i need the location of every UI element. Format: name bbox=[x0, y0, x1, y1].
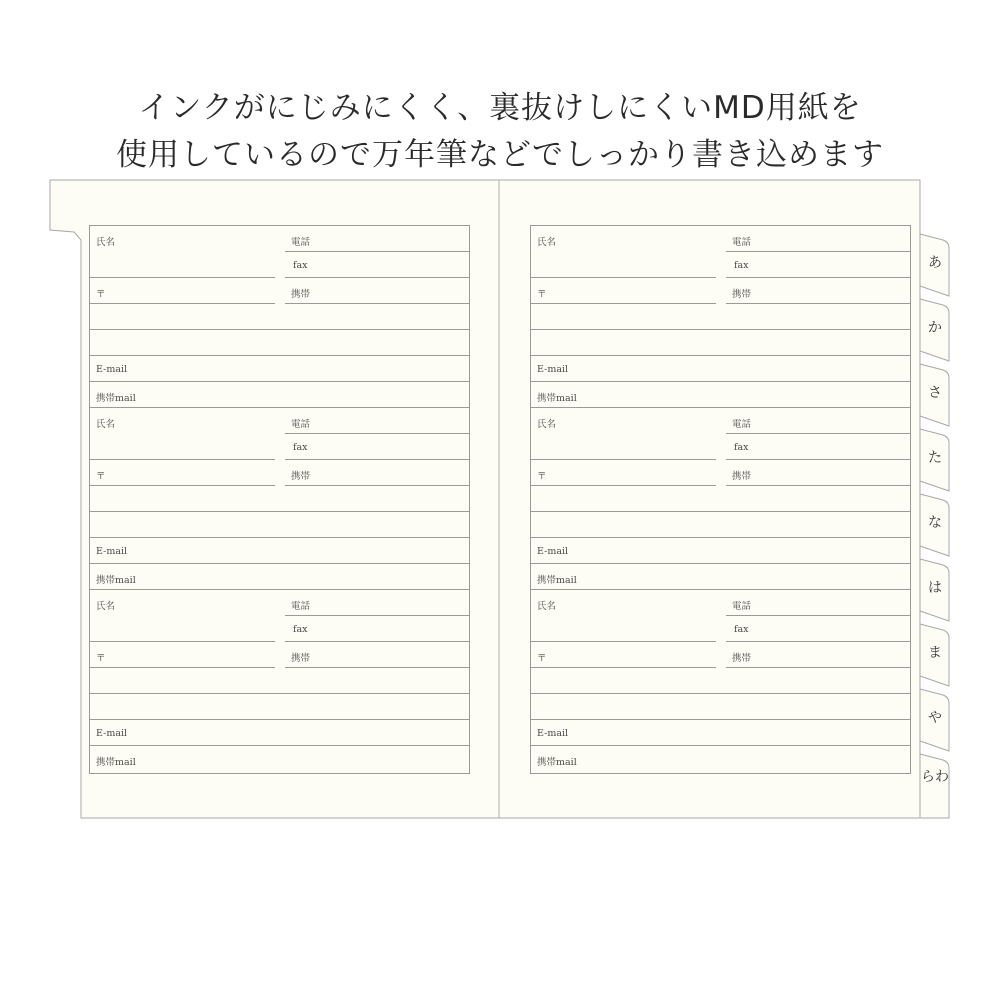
address-line-2[interactable] bbox=[531, 512, 911, 538]
address-line-1[interactable] bbox=[531, 668, 911, 694]
phone-label: 電話 bbox=[732, 601, 752, 612]
mobile-mail-label: 携帯mail bbox=[96, 757, 136, 768]
index-tab-rawa[interactable] bbox=[920, 754, 950, 818]
fax-field[interactable] bbox=[285, 434, 470, 460]
fax-field[interactable] bbox=[726, 616, 911, 642]
address-line-2[interactable] bbox=[90, 330, 470, 356]
index-tab-a[interactable] bbox=[920, 234, 950, 296]
phone-field[interactable] bbox=[726, 590, 911, 616]
postal-label: 〒 bbox=[96, 289, 106, 300]
email-field[interactable] bbox=[90, 720, 470, 746]
email-label: E-mail bbox=[96, 546, 128, 557]
phone-field[interactable] bbox=[726, 408, 911, 434]
right-page-address-forms bbox=[531, 226, 911, 774]
mobile-field[interactable] bbox=[285, 278, 470, 304]
mobile-mail-field[interactable] bbox=[90, 746, 470, 772]
fax-label: fax bbox=[734, 624, 749, 635]
fax-field[interactable] bbox=[285, 252, 470, 278]
mobile-mail-field[interactable] bbox=[90, 564, 470, 590]
address-entry-3 bbox=[90, 590, 470, 772]
index-tab-label: さ bbox=[928, 385, 942, 401]
address-line-1[interactable] bbox=[531, 304, 911, 330]
email-label: E-mail bbox=[537, 728, 569, 739]
mobile-label: 携帯 bbox=[732, 471, 752, 482]
mobile-mail-field[interactable] bbox=[531, 382, 911, 408]
index-tab-label: らわ bbox=[921, 769, 949, 785]
email-label: E-mail bbox=[537, 364, 569, 375]
index-tab-ka[interactable] bbox=[920, 299, 950, 361]
postal-code-field[interactable] bbox=[90, 642, 275, 668]
index-tab-label: か bbox=[928, 320, 942, 336]
left-page-address-forms bbox=[90, 226, 470, 774]
index-tab-label: た bbox=[928, 450, 942, 466]
address-entry-4 bbox=[531, 226, 911, 408]
email-field[interactable] bbox=[531, 538, 911, 564]
address-entry-6 bbox=[531, 590, 911, 772]
name-label: 氏名 bbox=[96, 237, 116, 248]
email-label: E-mail bbox=[96, 364, 128, 375]
name-field[interactable] bbox=[90, 226, 275, 278]
index-tab-sa[interactable] bbox=[920, 364, 950, 426]
index-tab-ma[interactable] bbox=[920, 624, 950, 686]
address-line-2[interactable] bbox=[531, 694, 911, 720]
mobile-mail-label: 携帯mail bbox=[537, 757, 577, 768]
phone-label: 電話 bbox=[291, 601, 311, 612]
mobile-mail-label: 携帯mail bbox=[537, 575, 577, 586]
mobile-mail-label: 携帯mail bbox=[96, 393, 136, 404]
name-label: 氏名 bbox=[96, 601, 116, 612]
fax-label: fax bbox=[293, 624, 308, 635]
index-tab-label: な bbox=[928, 515, 942, 531]
fax-label: fax bbox=[734, 442, 749, 453]
fax-field[interactable] bbox=[726, 252, 911, 278]
index-tab-label: ま bbox=[928, 645, 942, 661]
phone-label: 電話 bbox=[732, 237, 752, 248]
postal-label: 〒 bbox=[537, 653, 547, 664]
postal-code-field[interactable] bbox=[90, 460, 275, 486]
mobile-label: 携帯 bbox=[291, 289, 311, 300]
phone-label: 電話 bbox=[732, 419, 752, 430]
postal-label: 〒 bbox=[537, 471, 547, 482]
mobile-field[interactable] bbox=[726, 278, 911, 304]
email-field[interactable] bbox=[90, 538, 470, 564]
address-entry-5 bbox=[531, 408, 911, 590]
mobile-mail-field[interactable] bbox=[531, 746, 911, 772]
index-tab-ya[interactable] bbox=[920, 689, 950, 751]
mobile-label: 携帯 bbox=[291, 471, 311, 482]
headline-line-2: 使用しているので万年筆などでしっかり書き込めます bbox=[116, 137, 884, 173]
name-label: 氏名 bbox=[96, 419, 116, 430]
phone-field[interactable] bbox=[726, 226, 911, 252]
phone-label: 電話 bbox=[291, 419, 311, 430]
mobile-mail-label: 携帯mail bbox=[537, 393, 577, 404]
postal-code-field[interactable] bbox=[531, 278, 716, 304]
mobile-field[interactable] bbox=[285, 460, 470, 486]
name-field[interactable] bbox=[90, 408, 275, 460]
address-line-1[interactable] bbox=[531, 486, 911, 512]
address-line-1[interactable] bbox=[90, 304, 470, 330]
postal-label: 〒 bbox=[96, 653, 106, 664]
mobile-field[interactable] bbox=[726, 460, 911, 486]
index-tab-label: や bbox=[928, 710, 942, 726]
mobile-mail-field[interactable] bbox=[531, 564, 911, 590]
fax-field[interactable] bbox=[726, 434, 911, 460]
email-label: E-mail bbox=[96, 728, 128, 739]
name-label: 氏名 bbox=[537, 601, 557, 612]
address-line-2[interactable] bbox=[90, 694, 470, 720]
name-field[interactable] bbox=[531, 226, 716, 278]
fax-label: fax bbox=[293, 260, 308, 271]
postal-label: 〒 bbox=[96, 471, 106, 482]
address-entry-1 bbox=[90, 226, 470, 408]
index-tab-label: あ bbox=[928, 255, 942, 271]
mobile-label: 携帯 bbox=[732, 289, 752, 300]
address-entry-2 bbox=[90, 408, 470, 590]
mobile-mail-field[interactable] bbox=[90, 382, 470, 408]
headline-line-1: インクがにじみにくく、裏抜けしにくいMD用紙を bbox=[138, 90, 862, 126]
index-tab-na[interactable] bbox=[920, 494, 950, 556]
address-line-2[interactable] bbox=[531, 330, 911, 356]
name-label: 氏名 bbox=[537, 419, 557, 430]
postal-code-field[interactable] bbox=[531, 642, 716, 668]
mobile-field[interactable] bbox=[726, 642, 911, 668]
phone-field[interactable] bbox=[285, 226, 470, 252]
phone-label: 電話 bbox=[291, 237, 311, 248]
email-field[interactable] bbox=[90, 356, 470, 382]
email-field[interactable] bbox=[531, 356, 911, 382]
mobile-field[interactable] bbox=[285, 642, 470, 668]
name-field[interactable] bbox=[531, 590, 716, 642]
phone-field[interactable] bbox=[285, 408, 470, 434]
name-label: 氏名 bbox=[537, 237, 557, 248]
mobile-label: 携帯 bbox=[732, 653, 752, 664]
mobile-label: 携帯 bbox=[291, 653, 311, 664]
index-tab-ha[interactable] bbox=[920, 559, 950, 621]
phone-field[interactable] bbox=[285, 590, 470, 616]
postal-code-field[interactable] bbox=[531, 460, 716, 486]
index-tab-ta[interactable] bbox=[920, 429, 950, 491]
postal-label: 〒 bbox=[537, 289, 547, 300]
address-line-1[interactable] bbox=[90, 668, 470, 694]
email-field[interactable] bbox=[531, 720, 911, 746]
address-line-1[interactable] bbox=[90, 486, 470, 512]
fax-label: fax bbox=[293, 442, 308, 453]
address-line-2[interactable] bbox=[90, 512, 470, 538]
name-field[interactable] bbox=[531, 408, 716, 460]
index-tab-label: は bbox=[928, 580, 942, 596]
mobile-mail-label: 携帯mail bbox=[96, 575, 136, 586]
fax-field[interactable] bbox=[285, 616, 470, 642]
name-field[interactable] bbox=[90, 590, 275, 642]
email-label: E-mail bbox=[537, 546, 569, 557]
fax-label: fax bbox=[734, 260, 749, 271]
postal-code-field[interactable] bbox=[90, 278, 275, 304]
